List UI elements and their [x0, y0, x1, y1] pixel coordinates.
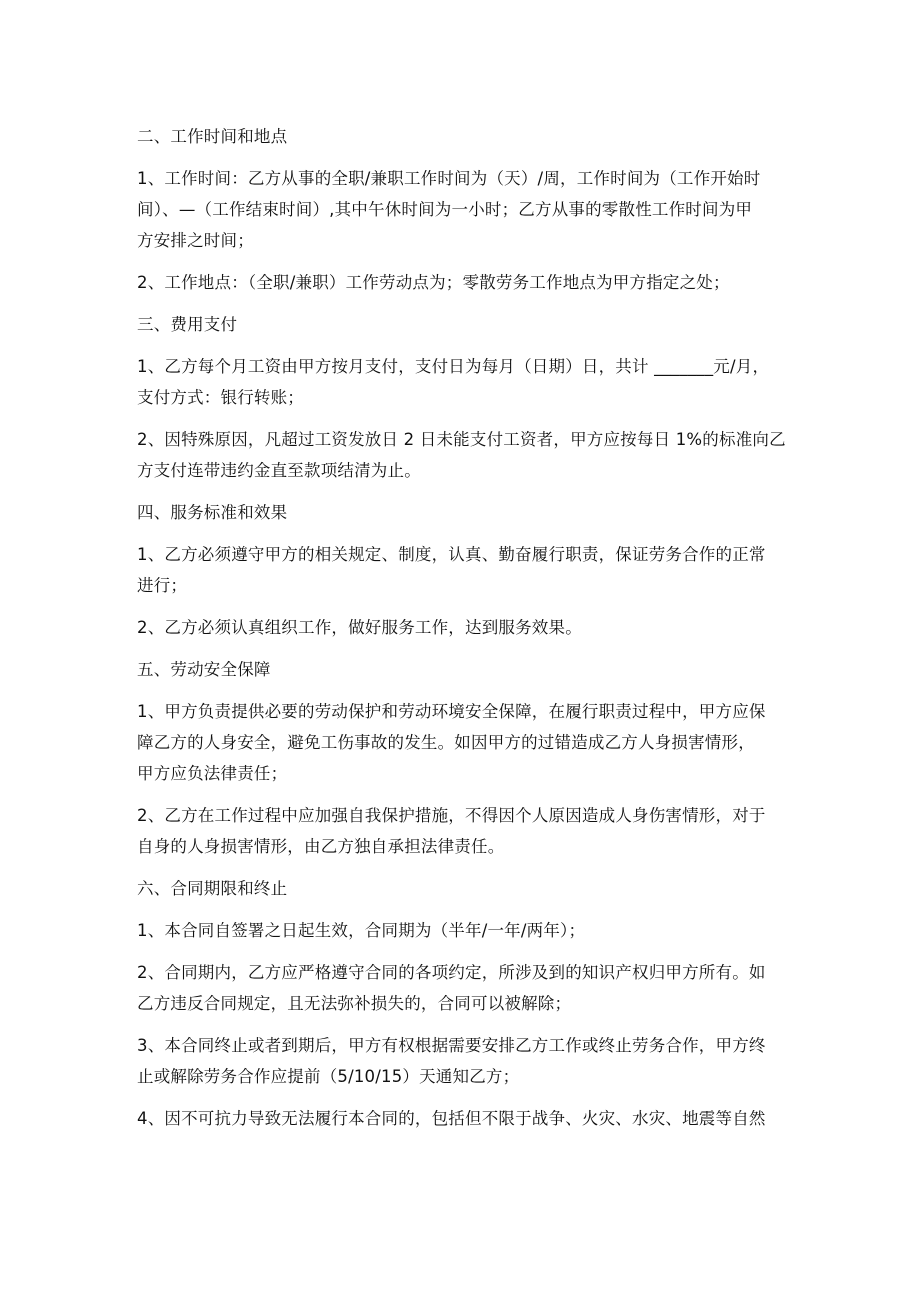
section-heading: 四、服务标准和效果: [137, 503, 288, 522]
paragraph-line: 方安排之时间；: [137, 231, 254, 250]
paragraph: [137, 612, 787, 643]
paragraph-line: 方支付连带违约金直至款项结清为止。: [137, 461, 421, 480]
paragraph-line: 止或解除劳务合作应提前（5/10/15）天通知乙方；: [137, 1067, 520, 1086]
paragraph: [137, 424, 787, 486]
paragraph-line: 1、乙方每个月工资由甲方按月支付，支付日为每月（日期）日，共计 _______元/月，: [137, 357, 770, 376]
paragraph-line: 1、工作时间：乙方从事的全职/兼职工作时间为（天）/周，工作时间为（工作开始时: [137, 169, 761, 188]
paragraph: [137, 163, 787, 256]
paragraph-line: 2、乙方必须认真组织工作，做好服务工作，达到服务效果。: [137, 618, 582, 637]
paragraph-line: 1、本合同自签署之日起生效，合同期为（半年/一年/两年）；: [137, 921, 586, 940]
paragraph-line: 2、工作地点：（全职/兼职）工作劳动点为；零散劳务工作地点为甲方指定之处；: [137, 273, 730, 292]
paragraph-line: 障乙方的人身安全，避免工伤事故的发生。如因甲方的过错造成乙方人身损害情形，: [137, 733, 755, 752]
section-heading: 三、费用支付: [137, 315, 238, 334]
section-heading: 六、合同期限和终止: [137, 879, 288, 898]
section-heading: 二、工作时间和地点: [137, 127, 288, 146]
paragraph-line: 自身的人身损害情形，由乙方独自承担法律责任。: [137, 837, 505, 856]
paragraph-line: 2、因特殊原因，凡超过工资发放日 2 日未能支付工资者，甲方应按每日 1%的标准向乙: [137, 430, 786, 449]
paragraph: [137, 539, 787, 601]
paragraph: [137, 800, 787, 862]
paragraph-line: 进行；: [137, 576, 188, 595]
paragraph-line: 1、甲方负责提供必要的劳动保护和劳动环境安全保障，在履行职责过程中，甲方应保: [137, 702, 766, 721]
paragraph: [137, 1103, 787, 1134]
paragraph-line: 间）、—（工作结束时间）,其中午休时间为一小时；乙方从事的零散性工作时间为甲: [137, 200, 753, 219]
paragraph: [137, 267, 787, 298]
paragraph: [137, 351, 787, 413]
paragraph-line: 乙方违反合同规定，且无法弥补损失的，合同可以被解除；: [137, 994, 572, 1013]
paragraph: [137, 957, 787, 1019]
paragraph-line: 3、本合同终止或者到期后，甲方有权根据需要安排乙方工作或终止劳务合作，甲方终: [137, 1036, 766, 1055]
paragraph-line: 支付方式：银行转账；: [137, 388, 304, 407]
paragraph-line: 甲方应负法律责任；: [137, 764, 288, 783]
paragraph: [137, 915, 787, 946]
paragraph-line: 2、合同期内，乙方应严格遵守合同的各项约定，所涉及到的知识产权归甲方所有。如: [137, 963, 766, 982]
section-heading: 五、劳动安全保障: [137, 660, 271, 679]
paragraph: [137, 1030, 787, 1092]
contract-page: [137, 121, 787, 1145]
paragraph: [137, 696, 787, 789]
paragraph-line: 4、因不可抗力导致无法履行本合同的，包括但不限于战争、火灾、水灾、地震等自然: [137, 1109, 766, 1128]
paragraph-line: 2、乙方在工作过程中应加强自我保护措施，不得因个人原因造成人身伤害情形，对于: [137, 806, 766, 825]
paragraph-line: 1、乙方必须遵守甲方的相关规定、制度，认真、勤奋履行职责，保证劳务合作的正常: [137, 545, 766, 564]
